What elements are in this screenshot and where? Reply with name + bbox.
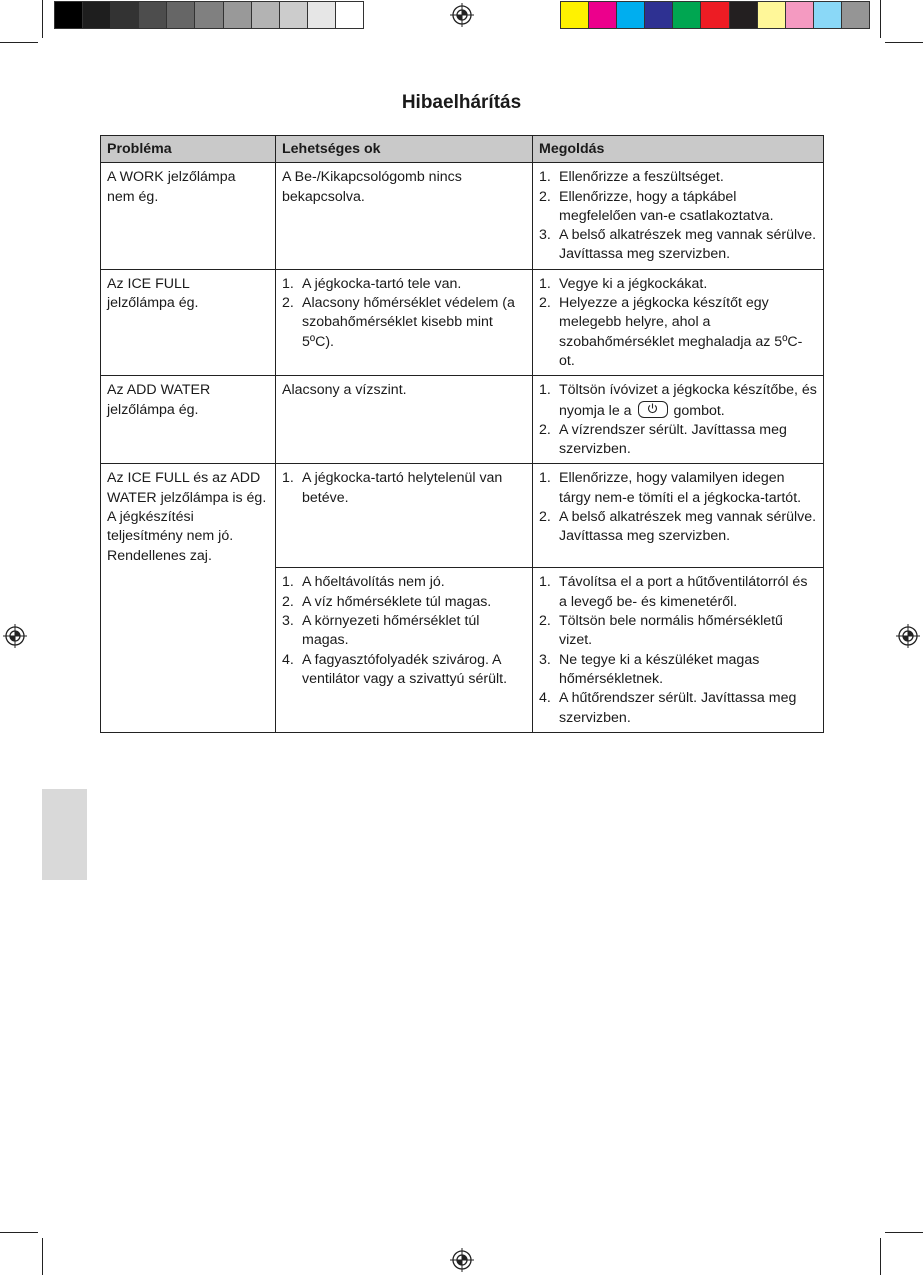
problem-cell	[101, 376, 276, 464]
crop-mark	[880, 0, 881, 38]
color-swatch	[786, 2, 814, 28]
cause-item: 4. A fagyasztófolyadék szivárog. A ventilátor vagy a szivattyú sérült.	[282, 651, 508, 687]
cause-item: 1. A jégkocka-tartó helytelenül van betéve.	[282, 470, 503, 506]
table-row	[101, 163, 824, 269]
color-swatch	[224, 2, 252, 28]
cause-cell	[276, 464, 533, 568]
crop-mark	[0, 42, 38, 43]
solution-cell	[533, 464, 824, 568]
color-swatch	[167, 2, 195, 28]
color-swatch	[814, 2, 842, 28]
power-icon	[638, 401, 668, 418]
solution-item: 2. A belső alkatrészek meg vannak sérülve. Javíttassa meg szervizben.	[539, 509, 817, 545]
color-swatch	[111, 2, 139, 28]
header-problem: Probléma	[101, 136, 276, 163]
solution-item: 3. Ne tegye ki a készüléket magas hőmérsékletnek.	[539, 651, 760, 687]
language-side-tab	[42, 789, 87, 880]
cause-item: 2. Alacsony hőmérséklet védelem (a szobahőmérséklet kisebb mint 5ºC).	[282, 295, 515, 350]
color-swatch	[617, 2, 645, 28]
problem-text: Az ICE FULL jelzőlámpa ég.	[107, 275, 199, 312]
color-swatch	[83, 2, 111, 28]
problem-text: Az ADD WATER jelzőlámpa ég.	[107, 382, 211, 418]
solution-item: 2. Helyezze a jégkocka készítőt egy melegebb helyre, ahol a szobahőmérséklet meghaladja az 5ºC-ot.	[539, 295, 803, 369]
color-swatch	[308, 2, 336, 28]
cause-cell	[276, 163, 533, 269]
cause-item: 1. A jégkocka-tartó tele van.	[282, 275, 462, 292]
header-cause: Lehetséges ok	[276, 136, 533, 163]
cause-text: A Be-/Kikapcsológomb nincs bekapcsolva.	[282, 169, 462, 205]
color-swatch	[589, 2, 617, 28]
crop-mark	[885, 1232, 923, 1233]
solution-item: 1. Távolítsa el a port a hűtőventilátorról és a levegő be- és kimenetéről.	[539, 574, 808, 610]
solution-item: 1. Vegye ki a jégkockákat.	[539, 275, 708, 292]
registration-mark-icon	[450, 3, 474, 27]
solution-item: 1. Ellenőrizze a feszültséget.	[539, 169, 724, 186]
cause-item: 2. A víz hőmérséklete túl magas.	[282, 593, 492, 610]
color-calibration-bar	[560, 1, 870, 29]
crop-mark	[885, 42, 923, 43]
table-row	[101, 376, 824, 464]
crop-mark	[42, 0, 43, 38]
solution-item: 2. A vízrendszer sérült. Javíttassa meg szervizben.	[539, 421, 787, 458]
solution-cell	[533, 568, 824, 732]
registration-mark-icon	[896, 624, 920, 648]
color-swatch	[139, 2, 167, 28]
color-swatch	[252, 2, 280, 28]
page-title: Hibaelhárítás	[401, 92, 522, 113]
color-swatch	[336, 2, 363, 28]
crop-mark	[0, 1232, 38, 1233]
table-header-row	[101, 136, 824, 163]
color-swatch	[55, 2, 83, 28]
solution-cell	[533, 269, 824, 375]
problem-text: A WORK jelzőlámpa nem ég.	[107, 169, 236, 205]
color-swatch	[561, 2, 589, 28]
crop-mark	[42, 1238, 43, 1275]
solution-cell	[533, 376, 824, 464]
cause-cell	[276, 568, 533, 732]
color-swatch	[758, 2, 786, 28]
color-swatch	[280, 2, 308, 28]
solution-item: 2. Ellenőrizze, hogy a tápkábel megfelelően van-e csatlakoztatva.	[539, 188, 774, 224]
solution-item: 3. A belső alkatrészek meg vannak sérülve. Javíttassa meg szervizben.	[539, 227, 817, 263]
problem-cell	[101, 269, 276, 375]
problem-cell	[101, 464, 276, 732]
cause-item: 1. A hőeltávolítás nem jó.	[282, 574, 445, 591]
grayscale-calibration-bar	[54, 1, 364, 29]
troubleshooting-table	[100, 135, 824, 733]
solution-item: 1. Töltsön ívóvizet a jégkocka készítőbe, és nyomja le a gombot.	[539, 382, 817, 419]
cause-item: 3. A környezeti hőmérséklet túl magas.	[282, 613, 480, 649]
header-solution: Megoldás	[533, 136, 824, 163]
color-swatch	[701, 2, 729, 28]
cause-cell	[276, 269, 533, 375]
solution-cell	[533, 163, 824, 269]
solution-item: 1. Ellenőrizze, hogy valamilyen idegen tárgy nem-e tömíti el a jégkocka-tartót.	[539, 470, 802, 506]
color-swatch	[730, 2, 758, 28]
registration-mark-icon	[450, 1248, 474, 1272]
solution-item: 4. A hűtőrendszer sérült. Javíttassa meg szervizben.	[539, 690, 797, 726]
problem-text: Az ICE FULL és az ADD WATER jelzőlámpa is ég. A jégkészítési teljesítmény nem jó. Rendellenes zaj.	[107, 470, 267, 564]
color-swatch	[673, 2, 701, 28]
cause-text: Alacsony a vízszint.	[282, 382, 407, 399]
color-swatch	[645, 2, 673, 28]
color-swatch	[842, 2, 869, 28]
crop-mark	[880, 1238, 881, 1275]
problem-cell	[101, 163, 276, 269]
solution-item: 2. Töltsön bele normális hőmérsékletű vizet.	[539, 613, 783, 649]
color-swatch	[195, 2, 223, 28]
registration-mark-icon	[3, 624, 27, 648]
table-row	[101, 269, 824, 375]
cause-cell	[276, 376, 533, 464]
table-row	[101, 464, 824, 568]
